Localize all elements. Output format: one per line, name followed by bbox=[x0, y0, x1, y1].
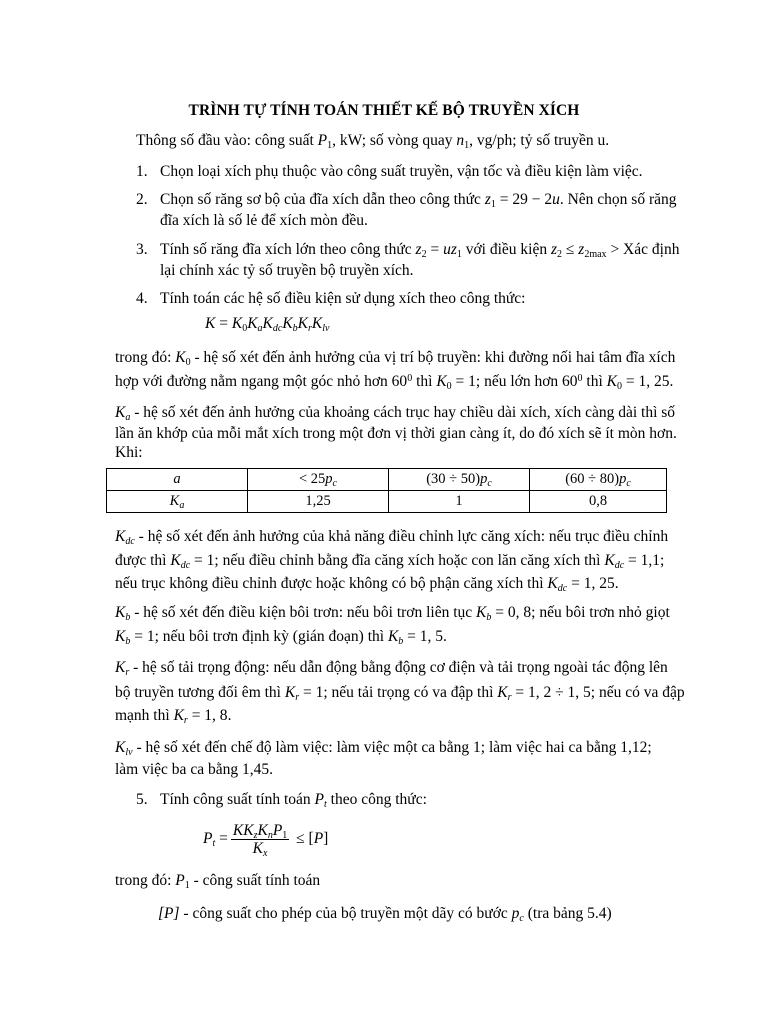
table-cell: $K_a$ bbox=[107, 491, 248, 513]
page-title: TRÌNH TỰ TÍNH TOÁN THIẾT KẾ BỘ TRUYỀN XÍCH bbox=[188, 102, 580, 119]
kdc-line-3: nếu trục không điều chỉnh được hoặc không có bộ phận căng xích thì $K_{dc} = 1$, 25. bbox=[115, 575, 619, 594]
step-2-line-1: Chọn số răng sơ bộ của đĩa xích dẫn theo công thức $z_1 = 29 - 2u$. Nên chọn số răng bbox=[160, 191, 677, 210]
step-5-number: 5. bbox=[136, 791, 148, 808]
kdc-line-1: $K_{dc}$ - hệ số xét đến ảnh hưởng của khả năng điều chỉnh lực căng xích: nếu trục điều chỉnh bbox=[115, 528, 669, 547]
step-3-line-2: lại chính xác tỷ số truyền bộ truyền xích. bbox=[160, 262, 414, 279]
table-cell: 1 bbox=[389, 491, 530, 513]
step-3-line-1: Tính số răng đĩa xích lớn theo công thức $z_2 = uz_1$ với điều kiện $z_2 \le z_{2max}$ > Xác định bbox=[160, 241, 680, 260]
kb-line-1: $K_b$ - hệ số xét đến điều kiện bôi trơn: nếu bôi trơn liên tục $K_b = 0$, 8; nếu bôi trơn nhỏ giọt bbox=[115, 604, 670, 623]
pt-definition: trong đó: $P_1$ - công suất tính toán bbox=[115, 872, 321, 891]
step-5-text: Tính công suất tính toán $P_t$ theo công thức: bbox=[160, 791, 427, 810]
table-row bbox=[107, 491, 667, 513]
kr-line-1: $K_r$ - hệ số tải trọng động: nếu dẫn động bằng động cơ điện và tải trọng ngoài tác động lên bbox=[115, 659, 668, 678]
klv-line-2: làm việc ba ca bằng 1,45. bbox=[115, 761, 273, 778]
table-cell: 0,8 bbox=[530, 491, 667, 513]
k0-line-1: trong đó: $K_0$ - hệ số xét đến ảnh hưởng của vị trí bộ truyền: khi đường nối hai tâm đĩa xích bbox=[115, 349, 676, 368]
table-header-cell: $(30 \div 50)p_c$ bbox=[389, 469, 530, 491]
klv-line-1: $K_{lv}$ - hệ số xét đến chế độ làm việc: làm việc một ca bằng 1; làm việc hai ca bằng 1,12; bbox=[115, 739, 652, 758]
step-4-text: Tính toán các hệ số điều kiện sử dụng xích theo công thức: bbox=[160, 290, 526, 307]
step-1-text: Chọn loại xích phụ thuộc vào công suất truyền, vận tốc và điều kiện làm việc. bbox=[160, 163, 643, 180]
formula-pt: $P_t$ = $\frac{KK_zK_nP_1}{K_x}$ ≤ [P] bbox=[203, 822, 329, 859]
kr-line-3: mạnh thì $K_r = 1$, 8. bbox=[115, 707, 232, 726]
allowable-power-definition: [P] - công suất cho phép của bộ truyền một dãy có bước $p_c$ (tra bảng 5.4) bbox=[158, 905, 612, 924]
step-1-number: 1. bbox=[136, 163, 148, 180]
ka-line-3: Khi: bbox=[115, 444, 143, 461]
step-3-number: 3. bbox=[136, 241, 148, 258]
table-cell: 1,25 bbox=[248, 491, 389, 513]
ka-table bbox=[106, 468, 667, 513]
input-params: Thông số đầu vào: công suất $P_1$, kW; số vòng quay $n_1$, vg/ph; tỷ số truyền u. bbox=[136, 132, 610, 151]
table-header-cell: $(60 \div 80)p_c$ bbox=[530, 469, 667, 491]
table-header-cell: < $25p_c$ bbox=[248, 469, 389, 491]
kb-line-2: $K_b = 1$; nếu bôi trơn định kỳ (gián đoạn) thì $K_b = 1$, 5. bbox=[115, 628, 447, 647]
table-row bbox=[107, 469, 667, 491]
step-2-line-2: đĩa xích là số lẻ để xích mòn đều. bbox=[160, 212, 368, 229]
ka-line-2: lần ăn khớp của mỗi mắt xích trong một đơn vị thời gian càng ít, do đó xích sẽ ít mòn hơn. bbox=[115, 425, 677, 442]
kdc-line-2: được thì $K_{dc} = 1$; nếu điều chỉnh bằng đĩa căng xích hoặc con lăn căng xích thì $K_{dc} = 1,1$; bbox=[115, 552, 665, 571]
step-4-number: 4. bbox=[136, 290, 148, 307]
table-header-cell: a bbox=[107, 469, 248, 491]
k0-line-2: hợp với đường nằm ngang một góc nhỏ hơn $60^0$ thì $K_0 = 1$; nếu lớn hơn $60^0$ thì $K_0 = 1$, 25. bbox=[115, 373, 674, 392]
kr-line-2: bộ truyền tương đối êm thì $K_r = 1$; nếu tải trọng có va đập thì $K_r = 1$, 2 ÷ 1, 5; nếu có va đập bbox=[115, 684, 685, 703]
step-2-number: 2. bbox=[136, 191, 148, 208]
ka-line-1: $K_a$ - hệ số xét đến ảnh hưởng của khoảng cách trục hay chiều dài xích, xích càng dài thì số bbox=[115, 404, 676, 423]
formula-k: $K = K_0K_aK_{dc}K_bK_rK_{lv}$ bbox=[205, 315, 330, 334]
